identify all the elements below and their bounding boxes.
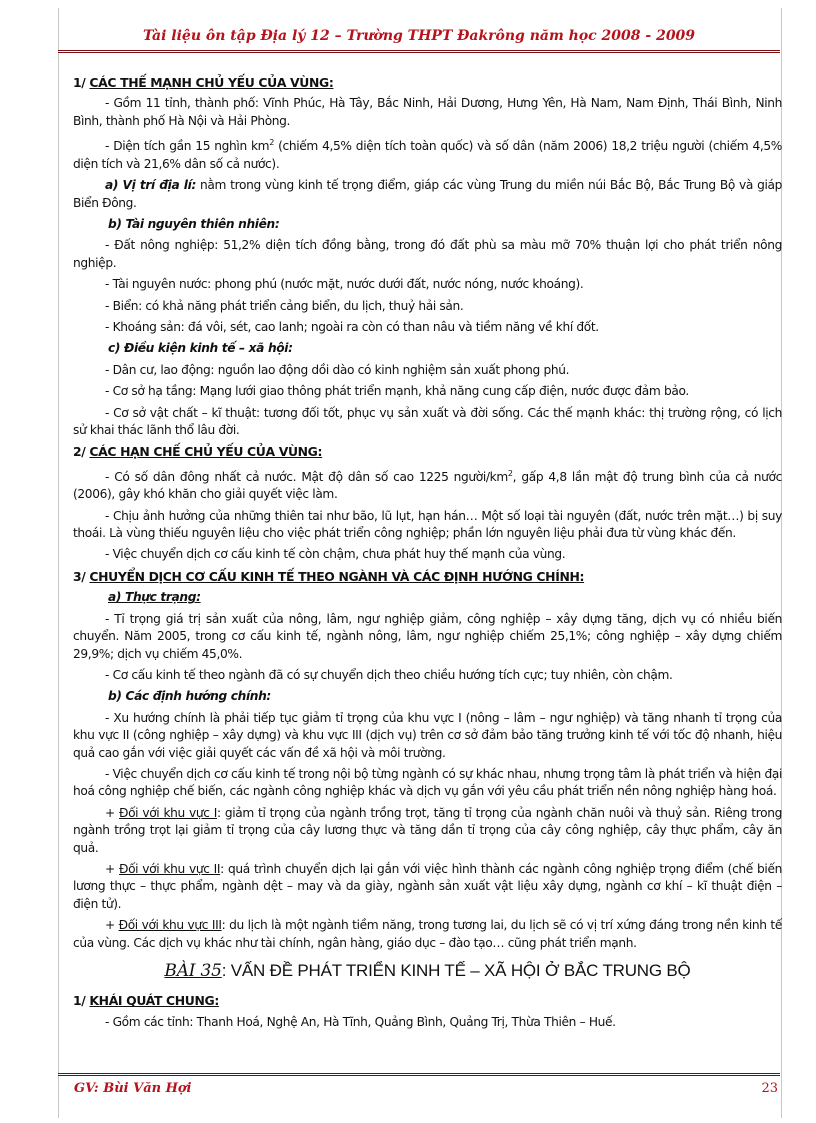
paragraph: - Tỉ trọng giá trị sản xuất của nông, lâm, ngư nghiệp giảm, công nghiệp – xây dựng tăng, dịch vụ có nhiều biến chuyển. Năm 2005, trong cơ cấu kinh tế, ngành nông, lâm, ngư nghiệp chiếm 25,1%; công nghiệp – xây dựng chiếm 29,9%; dịch vụ chiếm 45,0%. <box>73 611 782 661</box>
paragraph: - Diện tích gần 15 nghìn $km^2$ (chiếm 4,5% diện tích toàn quốc) và số dân (năm 2006) 18,2 triệu người (chiếm 4,5% diện tích và 21,6% dân số cả nước). <box>73 138 783 171</box>
subheading-resources: b) Tài nguyên thiên nhiên: <box>108 216 280 231</box>
paragraph: a) Vị trí địa lí: nằm trong vùng kinh tế trọng điểm, giáp các vùng Trung du miền núi Bắc Bộ, Bắc Trung Bộ và giáp Biển Đông. <box>73 178 782 210</box>
paragraph-sector-1: + Đối với khu vực I: giảm tỉ trọng của ngành trồng trọt, tăng tỉ trọng của ngành chăn nuôi và thuỷ sản. Riêng trong ngành trồng trọt lại giảm tỉ trọng của cây lương thực và tăng dần tỉ trọng của cây công nghiệp, cây thực phẩm, cây ăn quả. <box>73 805 782 855</box>
paragraph: - Khoáng sản: đá vôi, sét, cao lanh; ngoài ra còn có than nâu và tiềm năng về khí đốt. <box>105 319 599 334</box>
lesson-number: BÀI 35 <box>164 961 222 981</box>
paragraph: - Dân cư, lao động: nguồn lao động dồi dào có kinh nghiệm sản xuất phong phú. <box>105 362 570 377</box>
paragraph: - Đất nông nghiệp: 51,2% diện tích đồng bằng, trong đó đất phù sa màu mỡ 70% thuận lợi cho phát triển nông nghiệp. <box>73 238 782 270</box>
subheading-directions: b) Các định hướng chính: <box>108 689 271 704</box>
paragraph: - Gồm các tỉnh: Thanh Hoá, Nghệ An, Hà Tĩnh, Quảng Bình, Quảng Trị, Thừa Thiên – Huế. <box>105 1014 616 1029</box>
section-title: CÁC THẾ MẠNH CHỦ YẾU CỦA VÙNG: <box>89 75 334 90</box>
subheading-location: a) Vị trí địa lí: <box>105 178 196 193</box>
section-heading-overview <box>73 992 782 1009</box>
paragraph: - Xu hướng chính là phải tiếp tục giảm tỉ trọng của khu vực I (nông – lâm – ngư nghiệp) và tăng nhanh tỉ trọng của khu vực II (công nghiệp – xây dựng) và khu vực III (dịch vụ) trên cơ sở đảm bảo tăng trưởng kinh tế với tốc độ nhanh, hiệu quả cao gắn với việc giải quyết các vấn đề xã hội và môi trường. <box>73 710 782 760</box>
paragraph: - Gồm 11 tỉnh, thành phố: Vĩnh Phúc, Hà Tây, Bắc Ninh, Hải Dương, Hưng Yên, Hà Nam, Nam Định, Thái Bình, Ninh Bình, thành phố Hà Nội và Hải Phòng. <box>73 96 782 128</box>
document-body <box>73 74 782 1035</box>
paragraph: - Cơ sở hạ tầng: Mạng lưới giao thông phát triển mạnh, khả năng cung cấp điện, nước được đảm bảo. <box>105 384 689 399</box>
lesson-heading: : VẤN ĐỀ PHÁT TRIỂN KINH TẾ – XÃ HỘI Ở BẮC TRUNG BỘ <box>221 961 691 980</box>
lesson-title <box>73 962 782 980</box>
paragraph: - Có số dân đông nhất cả nước. Mật độ dân số cao 1225 người/$km^2$, gấp 4,8 lần mật độ trung bình của cả nước (2006), gây khó khăn cho giải quyết việc làm. <box>73 468 783 502</box>
paragraph: - Việc chuyển dịch cơ cấu kinh tế trong nội bộ từng ngành có sự khác nhau, nhưng trọng tâm là phát triển và hiện đại hoá công nghiệp chế biến, các ngành công nghiệp khác và dịch vụ gắn với yêu cầu phát triển nền nông nghiệp hàng hoá. <box>73 766 782 799</box>
paragraph: - Cơ sở vật chất – kĩ thuật: tương đối tốt, phục vụ sản xuất và đời sống. Các thế mạnh khác: thị trường rộng, có lịch sử khai thác lãnh thổ lâu đời. <box>73 405 782 437</box>
page-number: 23 <box>761 1081 778 1096</box>
section-number: 1/ <box>73 75 90 90</box>
paragraph: - Cơ cấu kinh tế theo ngành đã có sự chuyển dịch theo chiều hướng tích cực; tuy nhiên, còn chậm. <box>105 667 673 682</box>
paragraph: - Việc chuyển dịch cơ cấu kinh tế còn chậm, chưa phát huy thế mạnh của vùng. <box>105 547 566 562</box>
header-rule <box>58 50 780 53</box>
subheading-socioeconomic: c) Điều kiện kinh tế – xã hội: <box>108 341 293 356</box>
section-number: 3/ <box>73 568 90 584</box>
paragraph: - Biển: có khả năng phát triển cảng biển, du lịch, thuỷ hải sản. <box>105 298 464 313</box>
section-heading-strengths <box>73 74 782 91</box>
section-number: 2/ <box>73 444 90 460</box>
subheading-current-state: a) Thực trạng: <box>108 590 201 605</box>
section-number: 1/ <box>73 993 90 1009</box>
paragraph: - Chịu ảnh hưởng của những thiên tai như bão, lũ lụt, hạn hán… Một số loại tài nguyên (đất, nước trên mặt…) bị suy thoái. Là vùng thiếu nguyên liệu cho việc phát triển công nghiệp; phần lớn nguyên liệu phải đưa từ vùng khác đến. <box>73 508 782 541</box>
running-header: Tài liệu ôn tập Địa lý 12 – Trường THPT Đakrông năm học 2008 - 2009 <box>142 28 696 44</box>
section-title: CÁC HẠN CHẾ CHỦ YẾU CỦA VÙNG: <box>89 444 323 460</box>
paragraph-sector-3: + Đối với khu vực III: du lịch là một ngành tiềm năng, trong tương lai, du lịch sẽ có vị trí xứng đáng trong nền kinh tế của vùng. Các dịch vụ khác như tài chính, ngân hàng, giáo dục – đào tạo… cũng phát triển mạnh. <box>73 918 782 950</box>
section-title: KHÁI QUÁT CHUNG: <box>89 993 219 1009</box>
paragraph-sector-2: + Đối với khu vực II: quá trình chuyển dịch lại gắn với việc hình thành các ngành công nghiệp trọng điểm (chế biến lương thực – thực phẩm, ngành dệt – may và da giày, ngành sản xuất vật liệu xây dựng, ngành cơ khí – kĩ thuật điện – điện tử). <box>73 861 782 911</box>
paragraph: - Tài nguyên nước: phong phú (nước mặt, nước dưới đất, nước nóng, nước khoáng). <box>105 277 584 292</box>
section-heading-restructuring <box>73 568 782 585</box>
section-title: CHUYỂN DỊCH CƠ CẤU KINH TẾ THEO NGÀNH VÀ CÁC ĐỊNH HƯỚNG CHÍNH: <box>89 568 585 584</box>
footer-rule <box>58 1073 780 1076</box>
section-heading-limitations <box>73 443 782 460</box>
footer-author: GV: Bùi Văn Hợi <box>74 1081 192 1096</box>
